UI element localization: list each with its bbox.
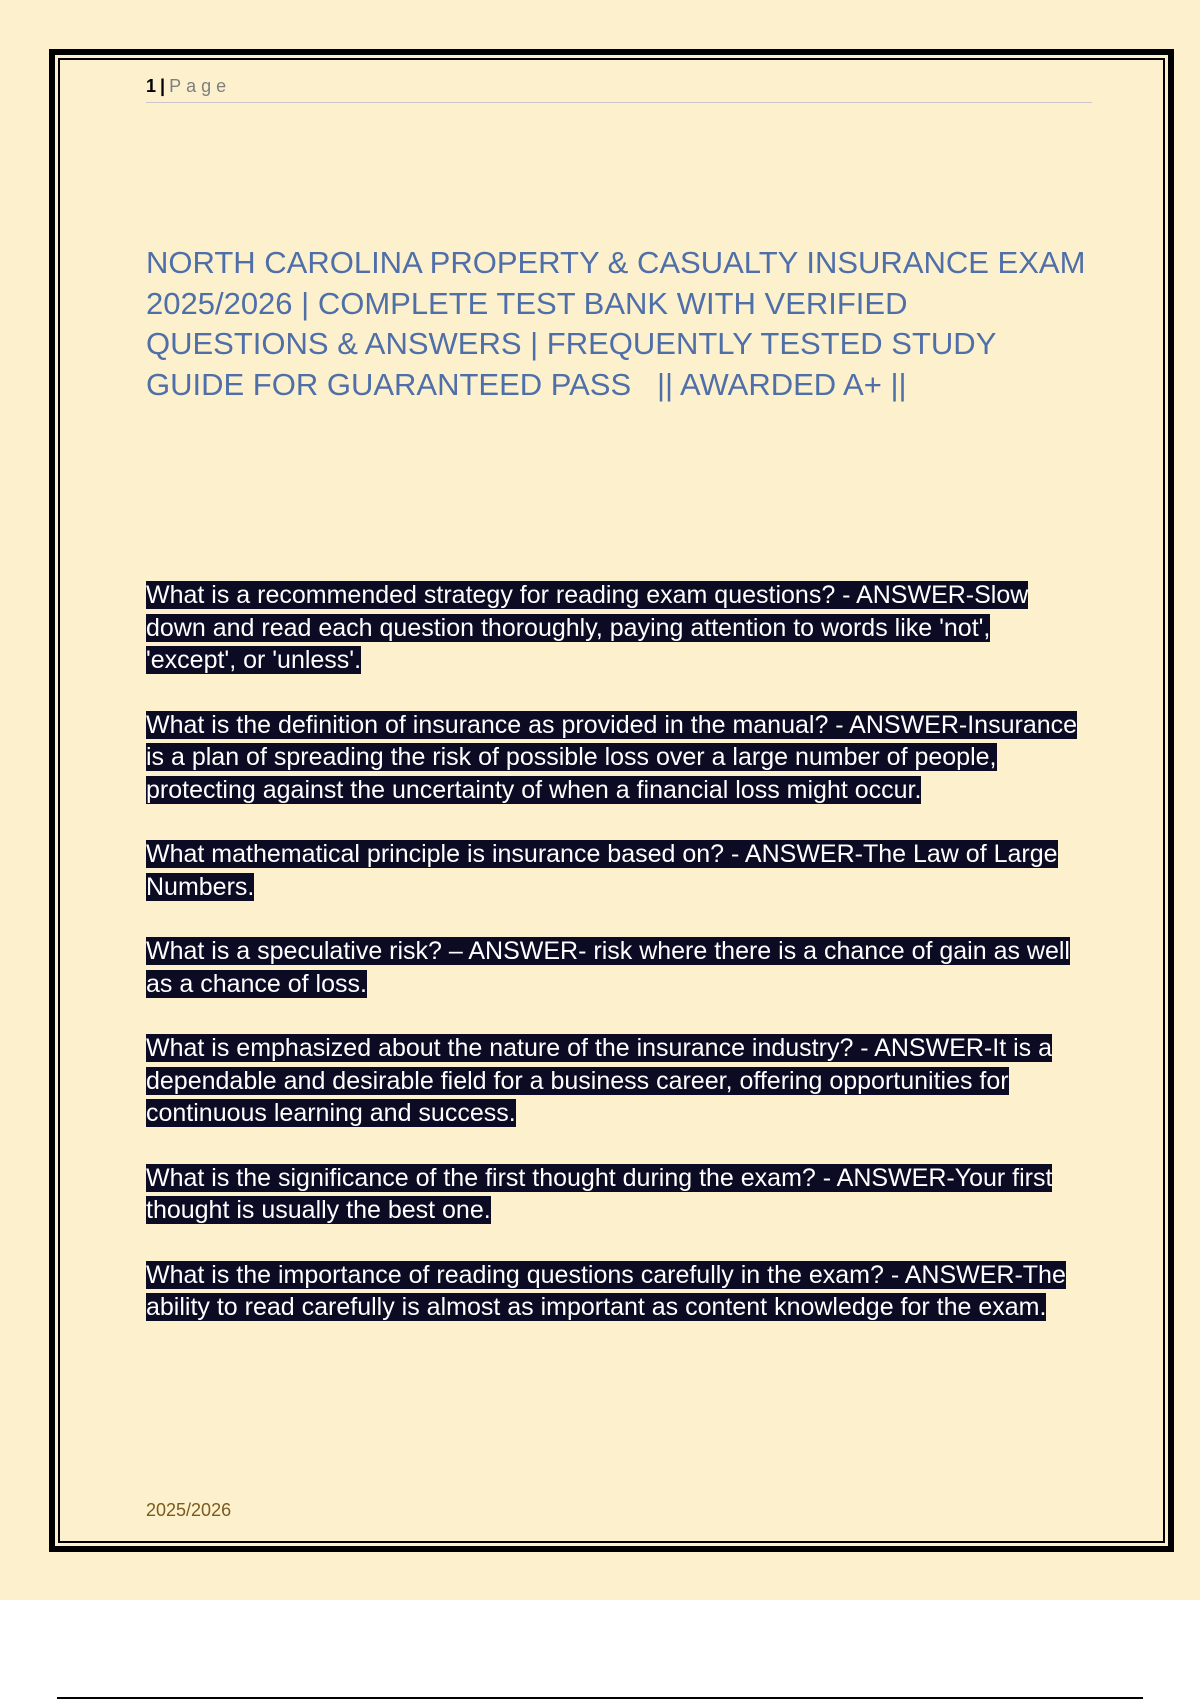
qa-text: What is a recommended strategy for reading exam questions? - ANSWER-Slow down and read each question thoroughly, paying attention to words like 'not', 'except', or 'unless'. bbox=[146, 581, 1029, 674]
qa-text: What is the definition of insurance as provided in the manual? - ANSWER-Insurance is a plan of spreading the risk of possible loss over a large number of people, protecting against the uncertainty of when a financial loss might occur. bbox=[146, 710, 1078, 804]
qa-text: What is the significance of the first thought during the exam? - ANSWER-Your first thought is usually the best one. bbox=[146, 1163, 1053, 1224]
qa-item[interactable] bbox=[146, 1032, 1086, 1130]
qa-item[interactable] bbox=[146, 1259, 1086, 1324]
qa-item[interactable] bbox=[146, 709, 1086, 807]
qa-text: What is the importance of reading questions carefully in the exam? - ANSWER-The ability to read carefully is almost as important as content knowledge for the exam. bbox=[146, 1260, 1066, 1321]
page-header bbox=[146, 74, 1092, 103]
page-number: 1 bbox=[146, 76, 157, 96]
qa-item[interactable] bbox=[146, 1162, 1086, 1227]
page-footer: 2025/2026 bbox=[146, 1500, 232, 1520]
qa-text: What mathematical principle is insurance based on? - ANSWER-The Law of Large Numbers. bbox=[146, 840, 1058, 901]
document-title: NORTH CAROLINA PROPERTY & CASUALTY INSURANCE EXAM 2025/2026 | COMPLETE TEST BANK WITH VERIFIED QUESTIONS & ANSWERS | FREQUENTLY TESTED STUDY GUIDE FOR GUARANTEED PASS || AWARDED A+ || bbox=[146, 245, 1095, 402]
qa-list bbox=[146, 579, 1086, 1356]
next-page-rule bbox=[57, 1697, 1143, 1699]
page-word: Page bbox=[169, 76, 232, 96]
qa-item[interactable] bbox=[146, 579, 1086, 677]
qa-text: What is a speculative risk? – ANSWER- risk where there is a chance of gain as well as a chance of loss. bbox=[146, 937, 1070, 998]
qa-text: What is emphasized about the nature of the insurance industry? - ANSWER-It is a dependable and desirable field for a business career, offering opportunities for continuous learning and success. bbox=[146, 1034, 1052, 1127]
qa-item[interactable] bbox=[146, 935, 1086, 1000]
qa-item[interactable] bbox=[146, 838, 1086, 903]
page-separator: | bbox=[160, 76, 166, 96]
